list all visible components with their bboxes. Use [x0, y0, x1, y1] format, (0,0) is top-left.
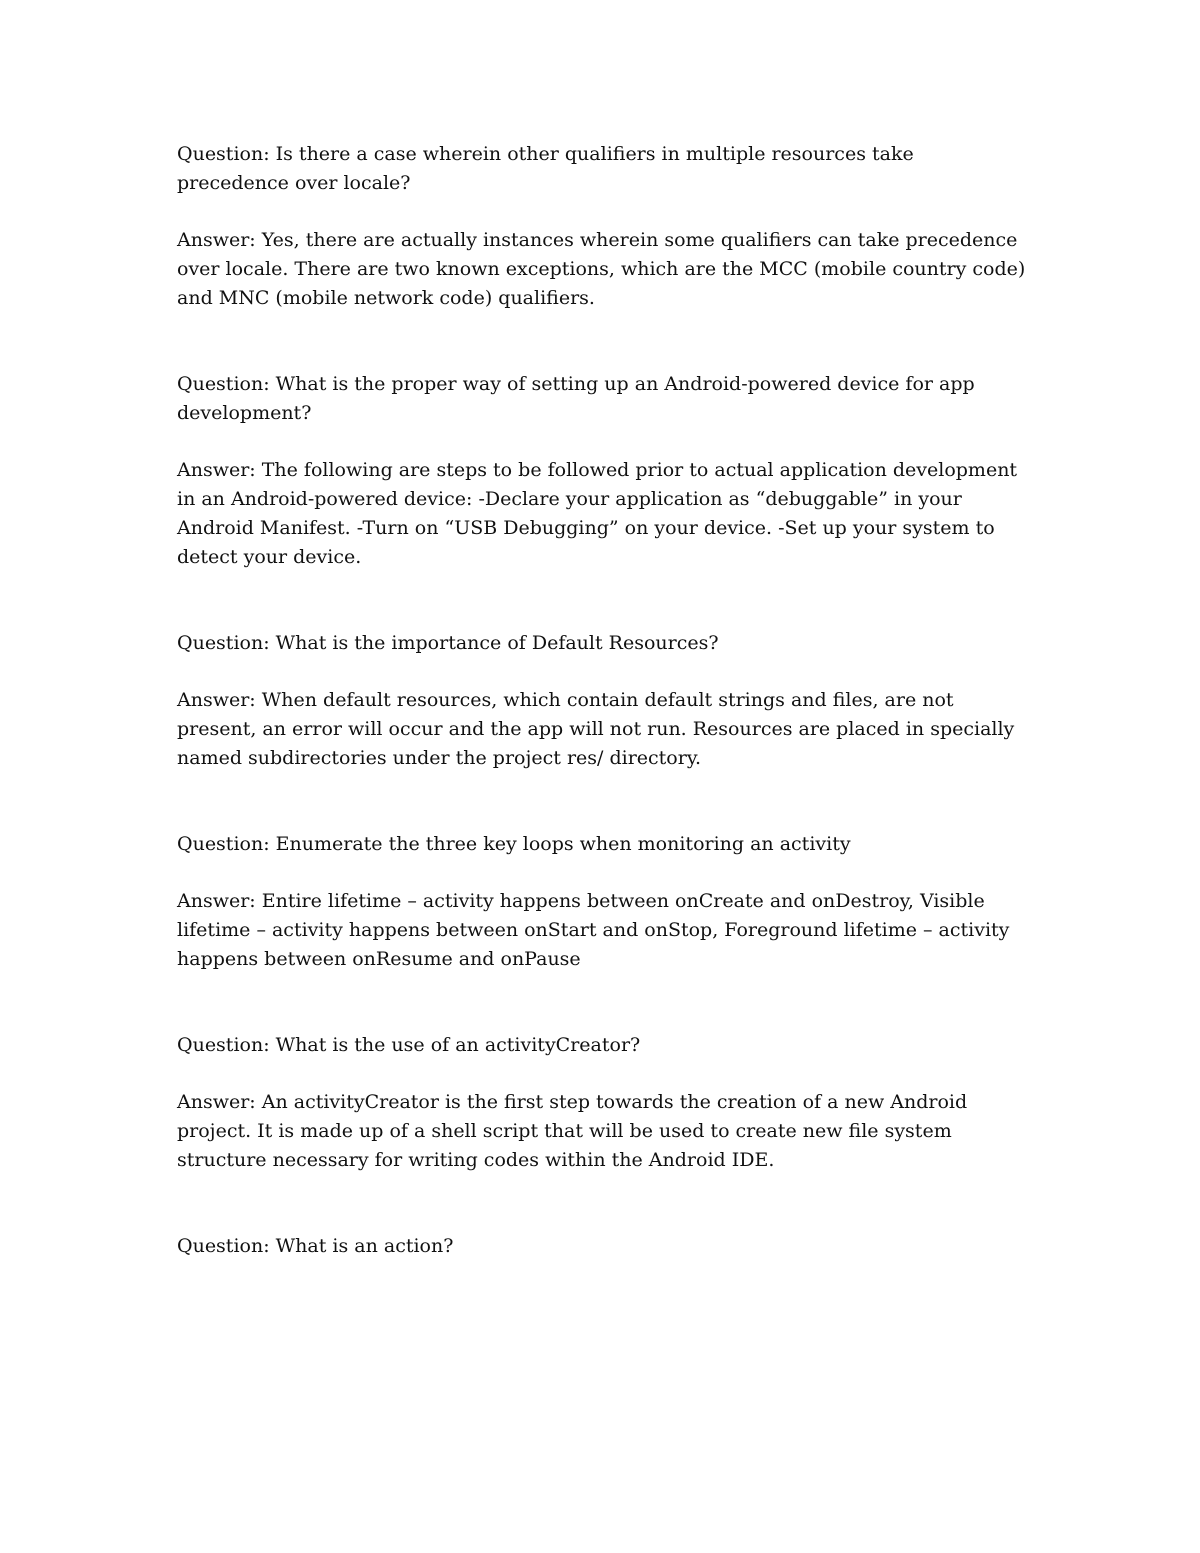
qa-item [177, 629, 1030, 773]
answer-text: Answer: Yes, there are actually instances wherein some qualifiers can take precedence over locale. There are two known exceptions, which are the MCC (mobile country code) and MNC (mobile network code) qualifiers. [177, 229, 1026, 309]
answer-text: Answer: Entire lifetime – activity happens between onCreate and onDestroy, Visible lifetime – activity happens between onStart and onStop, Foreground lifetime – activity happens between onResume and onPause [177, 890, 1010, 970]
answer-text: Answer: When default resources, which contain default strings and files, are not present, an error will occur and the app will not run. Resources are placed in specially named subdirectories under the project res/ directory. [177, 689, 1015, 769]
qa-item [177, 140, 1030, 313]
qa-item [177, 370, 1030, 572]
question-text: Question: What is the proper way of setting up an Android-powered device for app development? [177, 373, 975, 424]
answer-text: Answer: The following are steps to be followed prior to actual application development in an Android-powered device: -Declare your application as “debuggable” in your Android Manifest. -Turn on “USB Debugging” on your device. -Set up your system to detect your device. [177, 459, 1018, 568]
qa-item [177, 1031, 1030, 1175]
question-text: Question: Enumerate the three key loops when monitoring an activity [177, 833, 851, 855]
qa-item [177, 1232, 1030, 1261]
question-text: Question: What is the use of an activityCreator? [177, 1034, 641, 1056]
question-text: Question: What is an action? [177, 1235, 454, 1257]
question-text: Question: Is there a case wherein other qualifiers in multiple resources take precedence over locale? [177, 143, 914, 194]
answer-text: Answer: An activityCreator is the first step towards the creation of a new Android project. It is made up of a shell script that will be used to create new file system structure necessary for writing codes within the Android IDE. [177, 1091, 968, 1171]
question-text: Question: What is the importance of Default Resources? [177, 632, 719, 654]
qa-item [177, 830, 1030, 974]
